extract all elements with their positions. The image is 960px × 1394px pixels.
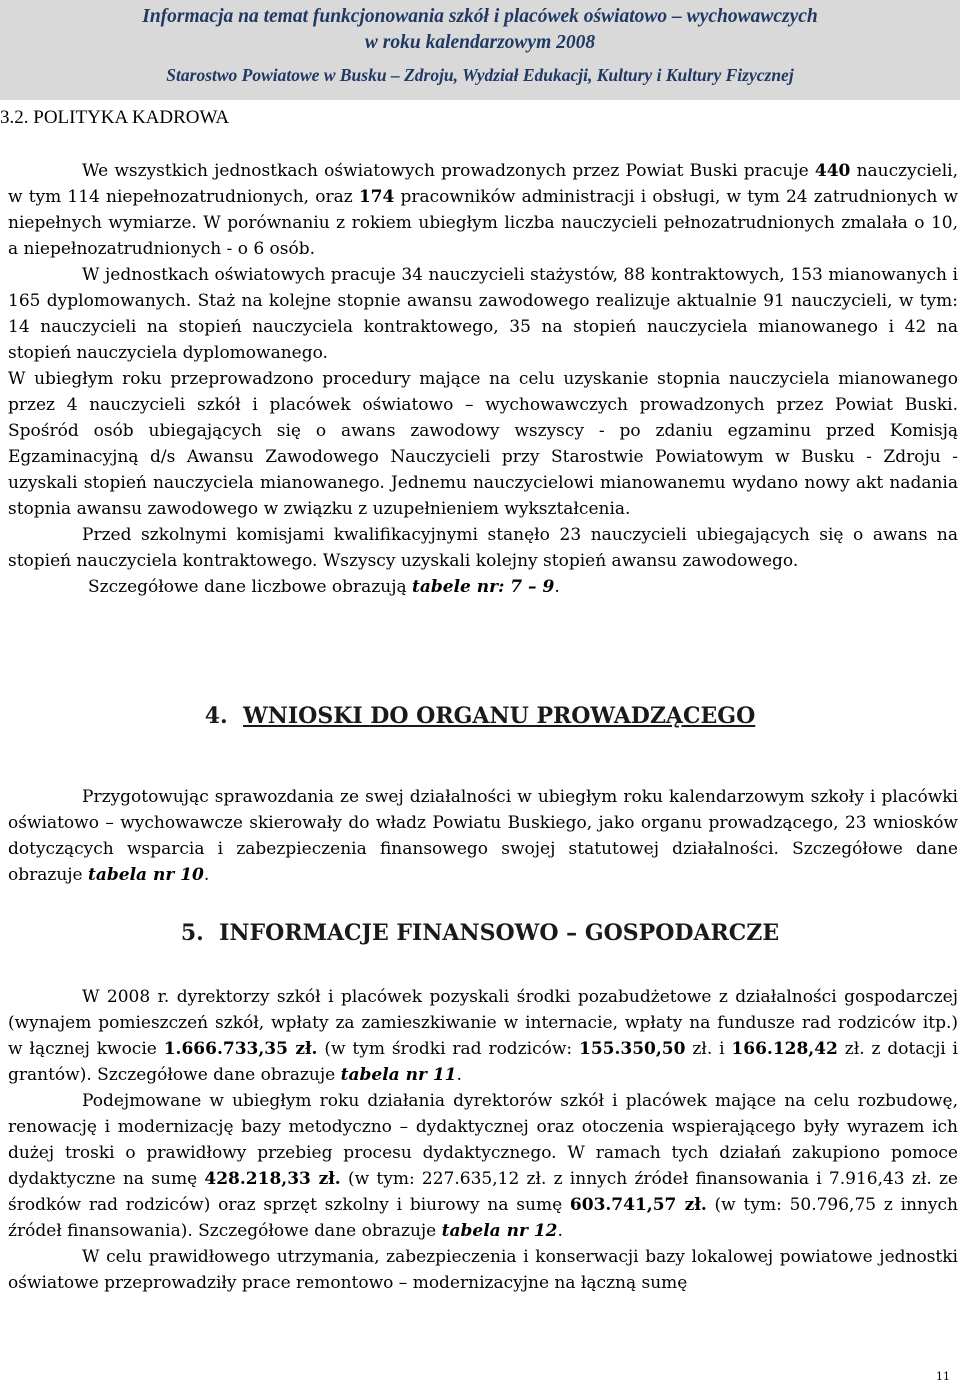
paragraph-table-reference: Szczegółowe dane liczbowe obrazują tabele nr: 7 – 9. — [88, 577, 560, 597]
header-title-line1: Informacja na temat funkcjonowania szkół i placówek oświatowo – wychowawczych — [142, 6, 818, 27]
section-5-heading: 5. INFORMACJE FINANSOWO – GOSPODARCZE — [180, 920, 780, 946]
section-3-2-heading: 3.2. POLITYKA KADROWA — [0, 107, 230, 128]
page-header — [0, 0, 960, 100]
paragraph-teacher-grades: W jednostkach oświatowych pracuje 34 nauczycieli stażystów, 88 kontraktowych, 153 mianowanych i 165 dyplomowanych. Staż na kolejne stopnie awansu zawodowego realizuje aktualnie 91 nauczycieli, w tym: 14 nauczycieli na stopień nauczyciela kontraktowego, 35 na stopień nauczyciela mianowanego i 42 na stopień nauczyciela dyplomowanego. — [8, 265, 958, 363]
paragraph-requests: Przygotowując sprawozdania ze swej działalności w ubiegłym roku kalendarzowym szkoły i placówki oświatowo – wychowawcze skierowały do władz Powiatu Buskiego, jako organu prowadzącego, 23 wniosków dotyczących wsparcia i zabezpieczenia finansowego swojej statutowej działalności. Szczegółowe dane obrazuje tabela nr 10. — [8, 787, 958, 885]
paragraph-staff-counts: We wszystkich jednostkach oświatowych prowadzonych przez Powiat Buski pracuje 440 nauczycieli, w tym 114 niepełnozatrudnionych, oraz 174 pracowników administracji i obsługi, w tym 24 zatrudnionych w niepełnych wymiarze. W porównaniu z rokiem ubiegłym liczba nauczycieli pełnozatrudnionych zmalała o 10, a niepełnozatrudnionych - o 6 osób. — [8, 161, 958, 259]
section-5-body — [8, 984, 958, 1296]
section-4-heading: 4. WNIOSKI DO ORGANU PROWADZĄCEGO — [204, 703, 756, 729]
section-3-2-body — [8, 158, 958, 600]
paragraph-renovations: W celu prawidłowego utrzymania, zabezpieczenia i konserwacji bazy lokalowej powiatowe jednostki oświatowe przeprowadziły prace remontowo – modernizacyjne na łączną sumę — [8, 1247, 958, 1293]
header-title-line2: w roku kalendarzowym 2008 — [364, 32, 596, 53]
page-number: 11 — [936, 1370, 950, 1383]
paragraph-extrabudgetary-funds: W 2008 r. dyrektorzy szkół i placówek pozyskali środki pozabudżetowe z działalności gospodarczej (wynajem pomieszczeń szkół, wpłaty za zamieszkiwanie w internacie, wpłaty na fundusze rad rodziców itp.) w łącznej kwocie 1.666.733,35 zł. (w tym środki rad rodziców: 155.350,50 zł. i 166.128,42 zł. z dotacji i grantów). Szczegółowe dane obrazuje tabela nr 11. — [8, 987, 958, 1085]
paragraph-investments: Podejmowane w ubiegłym roku działania dyrektorów szkół i placówek mające na celu rozbudowę, renowację i modernizację bazy metodyczno – dydaktycznej oraz otoczenia wspierającego były wyrazem ich dużej troski o prawidłowy przebieg procesu dydaktycznego. W ramach tych działań zakupiono pomoce dydaktyczne na sumę 428.218,33 zł. (w tym: 227.635,12 zł. z innych źródeł finansowania i 7.916,43 zł. ze środków rad rodziców) oraz sprzęt szkolny i biurowy na sumę 603.741,57 zł. (w tym: 50.796,75 z innych źródeł finansowania). Szczegółowe dane obrazuje tabela nr 12. — [8, 1091, 958, 1241]
paragraph-promotion-procedures: W ubiegłym roku przeprowadzono procedury mające na celu uzyskanie stopnia nauczyciela mianowanego przez 4 nauczycieli szkół i placówek oświatowo – wychowawczych prowadzonych przez Powiat Buski. Spośród osób ubiegających się o awans zawodowy wszyscy - po zdaniu egzaminu przed Komisją Egzaminacyjną d/s Awansu Zawodowego Nauczycieli przy Starostwie Powiatowym w Busku - Zdroju - uzyskali stopień nauczyciela mianowanego. Jednemu nauczycielowi mianowanemu wydano nowy akt nadania stopnia awansu zawodowego w związku z uzupełnieniem wykształcenia. — [8, 369, 958, 519]
header-subtitle: Starostwo Powiatowe w Busku – Zdroju, Wydział Edukacji, Kultury i Kultury Fizycznej — [166, 65, 794, 85]
section-4-body — [8, 784, 958, 888]
paragraph-qualification-committees: Przed szkolnymi komisjami kwalifikacyjnymi stanęło 23 nauczycieli ubiegających się o awans na stopień nauczyciela kontraktowego. Wszyscy uzyskali kolejny stopień awansu zawodowego. — [8, 525, 958, 571]
